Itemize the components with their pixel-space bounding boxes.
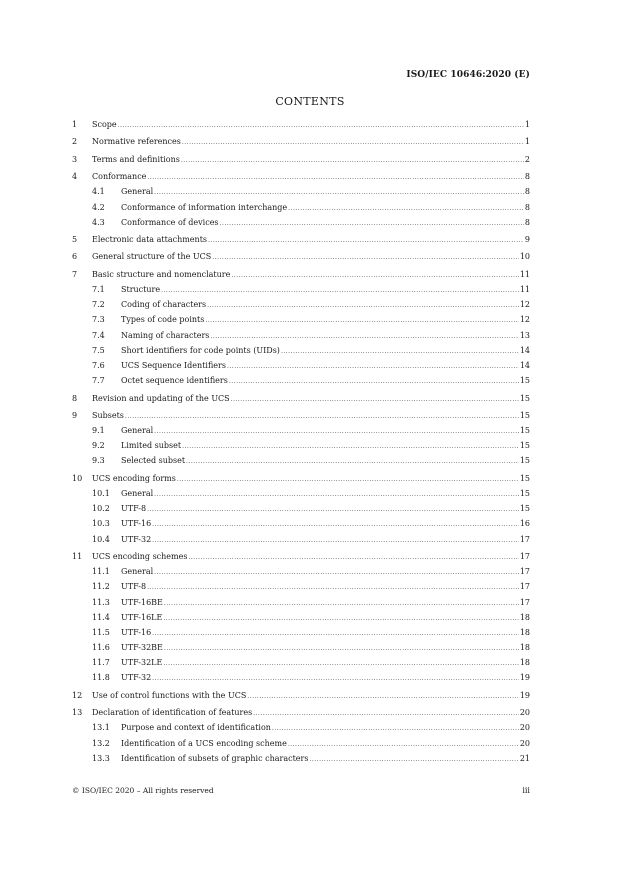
toc-entry-title: Use of control functions with the UCS <box>92 690 247 700</box>
toc-entry-title: UTF-8 <box>121 504 147 514</box>
document-id: ISO/IEC 10646:2020 (E) <box>406 70 530 80</box>
dot-leader <box>188 550 518 565</box>
dot-leader <box>147 502 519 517</box>
toc-entry-title: UTF-16BE <box>121 597 163 607</box>
toc-entry-title: Structure <box>121 285 161 294</box>
toc-entry[interactable] <box>72 670 530 685</box>
toc-entry[interactable] <box>72 215 530 230</box>
toc-entry-page: 10 <box>519 252 530 262</box>
toc-entry-title: Short identifiers for code points (UIDs) <box>121 345 280 355</box>
toc-entry-number: 3 <box>72 154 78 164</box>
dot-leader <box>288 737 519 752</box>
dot-leader <box>272 721 519 736</box>
toc-entry-page: 18 <box>519 643 530 653</box>
dot-leader <box>118 118 524 133</box>
toc-entry-number: 10.3 <box>92 519 110 529</box>
toc-entry-page: 19 <box>519 690 530 700</box>
dot-leader <box>288 201 524 216</box>
toc-entry[interactable] <box>72 549 530 564</box>
toc-entry-number: 4.3 <box>92 217 105 227</box>
dot-leader <box>186 454 519 469</box>
toc-entry-number: 13.2 <box>92 738 110 748</box>
toc-entry-title: UTF-16 <box>121 627 152 637</box>
toc-entry-number: 10.4 <box>92 534 110 544</box>
toc-entry-title: Conformance of devices <box>121 217 219 227</box>
dot-leader <box>152 671 519 686</box>
toc-entry-number: 7.4 <box>92 330 105 340</box>
toc-entry-number: 11.8 <box>92 673 110 683</box>
toc-entry-title: UTF-16 <box>121 519 152 529</box>
toc-entry[interactable] <box>72 438 530 453</box>
toc-entry-title: General <box>121 489 154 498</box>
toc-entry-number: 9.1 <box>92 426 105 436</box>
toc-entry-number: 7.6 <box>92 360 105 370</box>
toc-entry-page: 18 <box>519 658 530 668</box>
toc-entry-number: 13.1 <box>92 723 110 733</box>
toc-entry-title: Terms and definitions <box>92 154 180 164</box>
toc-entry[interactable] <box>72 610 530 625</box>
dot-leader <box>253 706 519 721</box>
toc-entry-page: 20 <box>519 708 530 718</box>
toc-entry[interactable] <box>72 564 530 579</box>
toc-entry-page: 17 <box>519 582 530 592</box>
toc-entry[interactable] <box>72 640 530 655</box>
toc-entry[interactable] <box>72 282 530 297</box>
toc-entry-page: 15 <box>519 489 530 498</box>
toc-entry-number: 4.2 <box>92 202 105 212</box>
dot-leader <box>164 641 519 656</box>
toc-entry[interactable] <box>72 501 530 516</box>
toc-entry-number: 11.4 <box>92 612 110 622</box>
toc-entry-number: 13 <box>72 708 83 718</box>
dot-leader <box>177 472 519 487</box>
toc-entry-title: General structure of the UCS <box>92 252 212 262</box>
toc-entry-title: Limited subset <box>121 441 182 451</box>
dot-leader <box>182 439 519 454</box>
toc-entry-page: 13 <box>519 330 530 340</box>
toc-entry-page: 11 <box>519 269 530 279</box>
toc-entry-number: 11.7 <box>92 658 110 668</box>
toc-entry-title: General <box>121 567 154 577</box>
toc-entry-page: 14 <box>519 360 530 370</box>
toc-entry-number: 7 <box>72 269 78 279</box>
dot-leader <box>205 313 518 328</box>
toc-entry-page: 20 <box>519 723 530 733</box>
toc-entry-page: 15 <box>519 504 530 514</box>
toc-entry-page: 19 <box>519 673 530 683</box>
toc-entry-page: 1 <box>524 137 530 147</box>
toc-entry[interactable] <box>72 184 530 199</box>
dot-leader <box>231 268 518 283</box>
toc-entry[interactable] <box>72 751 530 766</box>
toc-entry-number: 1 <box>72 120 78 129</box>
dot-leader <box>164 596 519 611</box>
dot-leader <box>212 250 519 265</box>
toc-entry[interactable] <box>72 453 530 468</box>
toc-entry-page: 18 <box>519 612 530 622</box>
toc-entry[interactable] <box>72 736 530 751</box>
toc-entry-number: 10 <box>72 473 83 483</box>
toc-entry-title: UCS encoding schemes <box>92 551 188 561</box>
dot-leader <box>281 344 519 359</box>
toc-entry-page: 15 <box>519 393 530 403</box>
toc-entry[interactable] <box>72 471 530 486</box>
toc-entry-title: General <box>121 426 154 436</box>
toc-entry-number: 4 <box>72 172 78 182</box>
toc-entry-page: 8 <box>524 217 530 227</box>
toc-entry-page: 15 <box>519 456 530 466</box>
toc-entry[interactable] <box>72 688 530 703</box>
toc-entry[interactable] <box>72 312 530 327</box>
dot-leader <box>147 580 519 595</box>
toc-entry-title: Octet sequence identifiers <box>121 376 228 386</box>
dot-leader <box>182 135 524 150</box>
toc-entry-title: Electronic data attachments <box>92 235 208 245</box>
toc-entry-number: 7.3 <box>92 315 105 325</box>
toc-entry-number: 7.2 <box>92 300 105 310</box>
toc-entry-title: Subsets <box>92 410 124 420</box>
dot-leader <box>247 689 519 704</box>
toc-entry-number: 4.1 <box>92 187 105 197</box>
toc-entry[interactable] <box>72 249 530 264</box>
toc-entry-number: 9.2 <box>92 441 105 451</box>
toc-entry[interactable] <box>72 117 530 132</box>
toc-entry-page: 9 <box>524 235 530 245</box>
toc-entry[interactable] <box>72 169 530 184</box>
dot-leader <box>147 170 523 185</box>
toc-entry-title: Coding of characters <box>121 300 207 310</box>
toc-entry-number: 6 <box>72 252 78 262</box>
toc-entry-number: 7.7 <box>92 376 105 386</box>
toc-entry-title: Normative references <box>92 137 181 147</box>
toc-entry-title: Scope <box>92 120 117 129</box>
toc-entry-number: 12 <box>72 690 83 700</box>
toc-entry-page: 15 <box>519 426 530 436</box>
toc-entry-page: 15 <box>519 410 530 420</box>
toc-entry[interactable] <box>72 423 530 438</box>
toc-entry-page: 17 <box>519 551 530 561</box>
dot-leader <box>207 298 519 313</box>
toc-entry-title: Types of code points <box>121 315 205 325</box>
toc-entry[interactable] <box>72 343 530 358</box>
toc-entry[interactable] <box>72 152 530 167</box>
toc-entry-number: 11.2 <box>92 582 110 592</box>
toc-entry-page: 11 <box>519 285 530 294</box>
toc-entry-title: UTF-32BE <box>121 643 163 653</box>
toc-entry[interactable] <box>72 267 530 282</box>
toc-entry-title: Conformance <box>92 172 147 182</box>
dot-leader <box>154 185 524 200</box>
toc-entry-number: 11.6 <box>92 643 110 653</box>
toc-entry[interactable] <box>72 705 530 720</box>
toc-entry-page: 8 <box>524 202 530 212</box>
toc-entry-page: 21 <box>519 753 530 763</box>
toc-entry-title: Identification of a UCS encoding scheme <box>121 738 287 748</box>
toc-entry-page: 16 <box>519 519 530 529</box>
page-title: CONTENTS <box>275 95 345 108</box>
toc-entry[interactable] <box>72 358 530 373</box>
toc-entry-number: 11 <box>72 551 83 561</box>
toc-entry-number: 2 <box>72 137 78 147</box>
toc-entry[interactable] <box>72 625 530 640</box>
toc-entry-number: 9.3 <box>92 456 105 466</box>
dot-leader <box>163 611 519 626</box>
toc-entry[interactable] <box>72 232 530 247</box>
toc-entry-page: 15 <box>519 441 530 451</box>
dot-leader <box>227 359 519 374</box>
dot-leader <box>152 517 519 532</box>
toc-entry-number: 11.1 <box>92 567 110 577</box>
toc-entry-title: Basic structure and nomenclature <box>92 269 231 279</box>
toc-entry[interactable] <box>72 486 530 501</box>
toc-entry[interactable] <box>72 328 530 343</box>
toc-entry-title: UTF-32 <box>121 534 152 544</box>
toc-entry-page: 12 <box>519 315 530 325</box>
toc-entry-title: UTF-16LE <box>121 612 163 622</box>
toc-entry-page: 12 <box>519 300 530 310</box>
toc-entry-number: 7.5 <box>92 345 105 355</box>
toc-entry-page: 17 <box>519 567 530 577</box>
dot-leader <box>125 409 519 424</box>
toc-entry-title: Identification of subsets of graphic characters <box>121 753 309 763</box>
toc-entry-title: General <box>121 187 154 197</box>
toc-entry[interactable] <box>72 655 530 670</box>
toc-entry-page: 18 <box>519 627 530 637</box>
toc-entry-page: 8 <box>524 187 530 197</box>
toc-entry-page: 2 <box>524 154 530 164</box>
toc-entry-page: 14 <box>519 345 530 355</box>
toc-entry[interactable] <box>72 200 530 215</box>
dot-leader <box>220 216 524 231</box>
toc-entry-number: 13.3 <box>92 753 110 763</box>
dot-leader <box>229 374 519 389</box>
dot-leader <box>163 656 519 671</box>
toc-entry[interactable] <box>72 516 530 531</box>
toc-entry-title: Selected subset <box>121 456 186 466</box>
toc-entry-number: 9 <box>72 410 78 420</box>
copyright-notice: © ISO/IEC 2020 – All rights reserved <box>72 786 214 795</box>
toc-entry-number: 11.3 <box>92 597 110 607</box>
dot-leader <box>210 329 518 344</box>
toc-entry-title: Conformance of information interchange <box>121 202 288 212</box>
dot-leader <box>181 153 524 168</box>
dot-leader <box>208 233 524 248</box>
toc-entry[interactable] <box>72 579 530 594</box>
toc-entry-number: 11.5 <box>92 627 110 637</box>
toc-entry[interactable] <box>72 373 530 388</box>
dot-leader <box>154 565 519 580</box>
dot-leader <box>231 392 519 407</box>
toc-entry[interactable] <box>72 532 530 547</box>
toc-entry-number: 10.2 <box>92 504 110 514</box>
dot-leader <box>152 533 519 548</box>
toc-entry-page: 17 <box>519 597 530 607</box>
toc-entry-number: 7.1 <box>92 285 105 294</box>
dot-leader <box>154 487 519 502</box>
toc-entry-page: 17 <box>519 534 530 544</box>
toc-entry-page: 15 <box>519 473 530 483</box>
toc-entry-page: 1 <box>524 120 530 129</box>
toc-entry[interactable] <box>72 297 530 312</box>
toc-entry-title: UTF-32LE <box>121 658 163 668</box>
toc-entry[interactable] <box>72 408 530 423</box>
toc-entry-page: 8 <box>524 172 530 182</box>
toc-entry-title: UTF-32 <box>121 673 152 683</box>
toc-entry-title: UCS encoding forms <box>92 473 176 483</box>
toc-entry[interactable] <box>72 391 530 406</box>
toc-entry-number: 8 <box>72 393 78 403</box>
dot-leader <box>154 424 519 439</box>
toc-entry-title: Purpose and context of identification <box>121 723 271 733</box>
toc-entry-number: 10.1 <box>92 489 110 498</box>
toc-entry-title: Revision and updating of the UCS <box>92 393 230 403</box>
table-of-contents <box>72 117 530 766</box>
toc-entry-page: 20 <box>519 738 530 748</box>
toc-entry-title: UTF-8 <box>121 582 147 592</box>
toc-entry-page: 15 <box>519 376 530 386</box>
toc-entry-title: Naming of characters <box>121 330 210 340</box>
toc-entry-number: 5 <box>72 235 78 245</box>
toc-entry[interactable] <box>72 134 530 149</box>
dot-leader <box>309 752 518 767</box>
page-number: iii <box>522 786 530 795</box>
toc-entry[interactable] <box>72 720 530 735</box>
toc-entry-title: Declaration of identification of features <box>92 708 253 718</box>
toc-entry[interactable] <box>72 595 530 610</box>
toc-entry-title: UCS Sequence Identifiers <box>121 360 226 370</box>
dot-leader <box>152 626 519 641</box>
dot-leader <box>161 283 519 298</box>
